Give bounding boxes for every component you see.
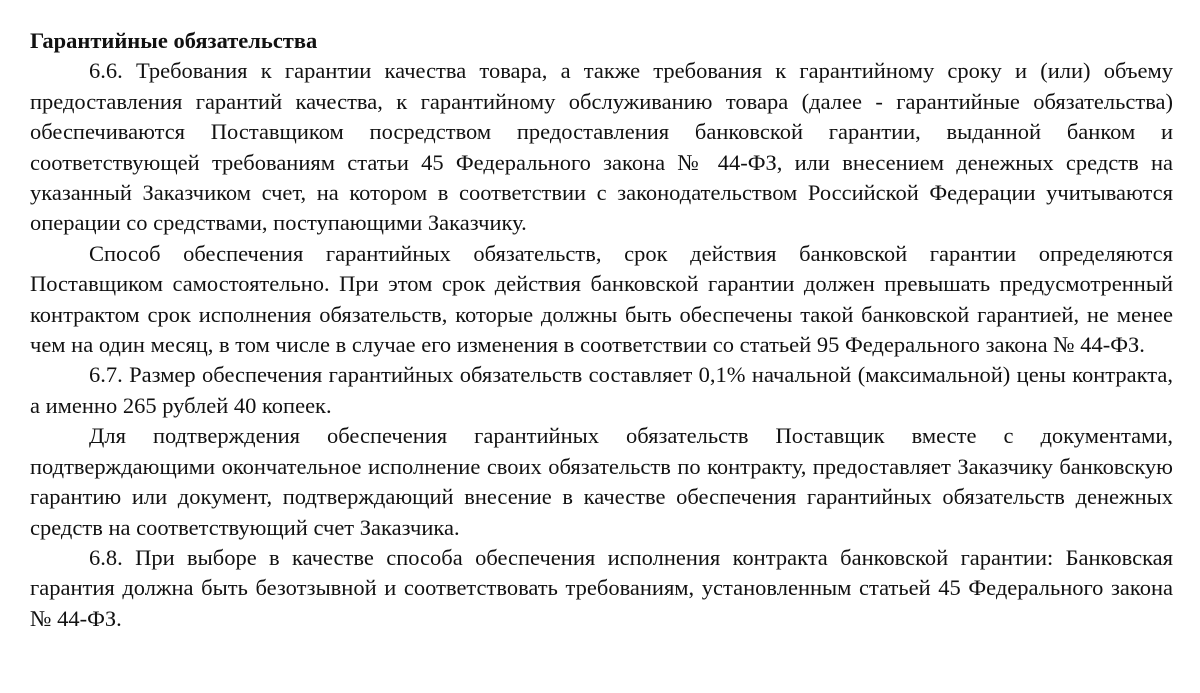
paragraph-6-6: 6.6. Требования к гарантии качества товара, а также требования к гарантийному сроку и (или) объему предоставления гарантий качества, к гарантийному обслуживанию товара (далее - гарантийные обязательства) обеспечиваются Поставщиком посредством предоставления банковской гарантии, выданной банком и соответствующей требованиям статьи 45 Федерального закона № 44-ФЗ, или внесением денежных средств на указанный Заказчиком счет, на котором в соответствии с законодательством Российской Федерации учитываются операции со средствами, поступающими Заказчику. — [30, 58, 1173, 236]
paragraph-6-8: 6.8. При выборе в качестве способа обеспечения исполнения контракта банковской гарантии: Банковская гарантия должна быть безотзывной и соответствовать требованиям, установленным статьей 45 Федерального закона № 44-ФЗ. — [30, 544, 1173, 631]
section-heading: Гарантийные обязательства — [30, 28, 318, 53]
paragraph-6-7: 6.7. Размер обеспечения гарантийных обязательств составляет 0,1% начальной (максимальной) цены контракта, а именно 265 рублей 40 копеек. — [30, 362, 1173, 418]
document-page — [30, 26, 1173, 634]
paragraph-guarantee-method: Способ обеспечения гарантийных обязательств, срок действия банковской гарантии определяются Поставщиком самостоятельно. При этом срок действия банковской гарантии должен превышать предусмотренный контрактом срок исполнения обязательств, которые должны быть обеспечены такой банковской гарантией, не менее чем на один месяц, в том числе в случае его изменения в соответствии со статьей 95 Федерального закона № 44-ФЗ. — [30, 240, 1173, 358]
paragraph-confirmation: Для подтверждения обеспечения гарантийных обязательств Поставщик вместе с документами, подтверждающими окончательное исполнение своих обязательств по контракту, предоставляет Заказчику банковскую гарантию или документ, подтверждающий внесение в качестве обеспечения гарантийных обязательств денежных средств на соответствующий счет Заказчика. — [30, 423, 1173, 540]
